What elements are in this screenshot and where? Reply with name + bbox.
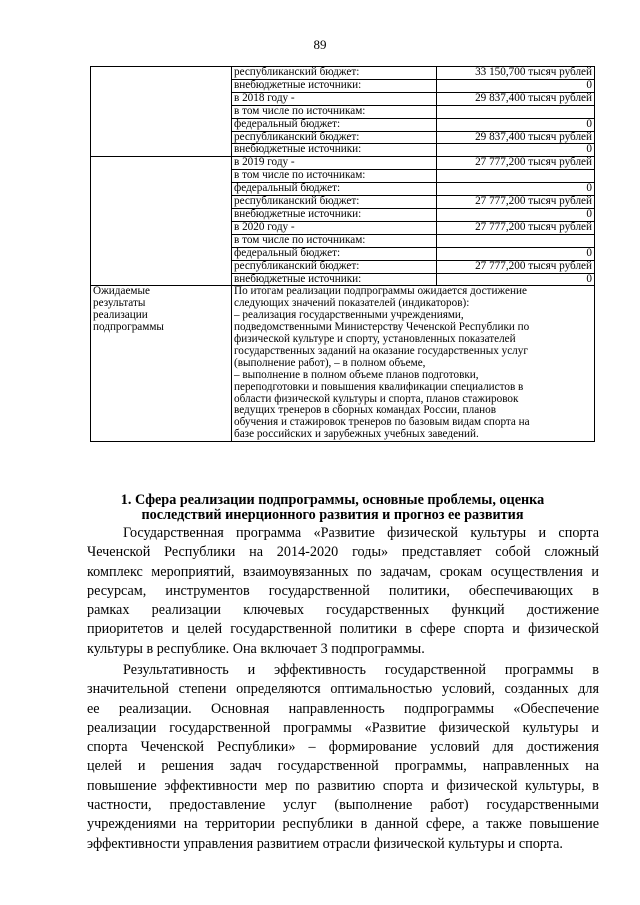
funding-row-value: 27 777,200 тысяч рублей xyxy=(437,196,595,209)
expected-results-text-line: – реализация государственными учреждениями, xyxy=(234,309,464,322)
expected-results-text-line: По итогам реализации подпрограммы ожидается достижение xyxy=(234,285,527,298)
section-heading-line-2: последствий инерционного развития и прогноз ее развития xyxy=(141,507,524,523)
expected-results-text-line: ведущих тренеров в сборных командах России, планов xyxy=(234,404,497,417)
paragraph-line: ресурсам, инструментов государственной политики, обеспечивающих в xyxy=(87,582,599,599)
expected-results-label-line: Ожидаемые xyxy=(93,285,150,298)
paragraph-line: Результативность и эффективность государственной программы в xyxy=(123,662,599,678)
paragraph-program-description xyxy=(87,524,599,659)
paragraph-line: эффективности управления развитием отрасли физической культуры и спорта. xyxy=(87,835,563,852)
section-heading-line-1: 1. Сфера реализации подпрограммы, основные проблемы, оценка xyxy=(120,492,545,508)
funding-row-label: в том числе по источникам: xyxy=(232,105,437,118)
expected-results-text-line: – выполнение в полном объеме планов подготовки, xyxy=(234,368,479,381)
paragraph-line: частности, предоставление услуг (выполнение работ) государственными xyxy=(87,797,599,814)
funding-row-label: республиканский бюджет: xyxy=(232,196,437,209)
paragraph-line: целей и решения задач государственной программы, направленных на xyxy=(87,758,599,775)
expected-results-row xyxy=(91,286,595,442)
funding-row-label: в том числе по источникам: xyxy=(232,170,437,183)
expected-results-label-line: подпрограммы xyxy=(93,321,164,334)
expected-results-text-line: государственных заданий на оказание государственных услуг xyxy=(234,344,528,357)
expected-results-text-line: следующих значений показателей (индикаторов): xyxy=(234,297,470,310)
subprogram-passport-table xyxy=(90,66,595,442)
expected-results-label-line: реализации xyxy=(93,309,148,322)
funding-row-label: республиканский бюджет: xyxy=(232,131,437,144)
funding-row-label: федеральный бюджет: xyxy=(232,183,437,196)
expected-results-label xyxy=(91,286,232,442)
funding-row-label: республиканский бюджет: xyxy=(232,260,437,273)
funding-row-value: 29 837,400 тысяч рублей xyxy=(437,92,595,105)
funding-row-value: 27 777,200 тысяч рублей xyxy=(437,221,595,234)
funding-row-value: 0 xyxy=(437,118,595,131)
paragraph-line: реализации государственной программы «Развитие физической культуры и xyxy=(87,719,599,736)
funding-row-label: внебюджетные источники: xyxy=(232,144,437,157)
funding-row-value: 29 837,400 тысяч рублей xyxy=(437,131,595,144)
paragraph-line: ее реализации. Основная направленность подпрограммы «Обеспечение xyxy=(87,700,599,717)
paragraph-effectiveness xyxy=(87,661,599,854)
funding-row-value xyxy=(437,234,595,247)
paragraph-line: комплекс мероприятий, взаимоувязанных по задачам, срокам осуществления и xyxy=(87,563,599,580)
expected-results-label-line: результаты xyxy=(93,297,146,310)
funding-row-value: 0 xyxy=(437,273,595,286)
passport-table-body xyxy=(91,67,595,442)
funding-row-value: 33 150,700 тысяч рублей xyxy=(437,67,595,80)
funding-row-value: 0 xyxy=(437,247,595,260)
paragraph-line: приоритетов и целей государственной политики в сфере спорта и физической xyxy=(87,621,599,638)
paragraph-line: рамках реализации ключевых государственных функций достижение xyxy=(87,602,599,619)
funding-row-value: 0 xyxy=(437,79,595,92)
section-heading xyxy=(95,493,570,523)
expected-results-text-line: подведомственными Министерству Чеченской Республики по xyxy=(234,321,530,334)
funding-row-value: 0 xyxy=(437,144,595,157)
funding-row-label: в 2018 году - xyxy=(232,92,437,105)
expected-results-text-line: физической культуре и спорту, установленных показателей xyxy=(234,333,516,346)
funding-row-label: республиканский бюджет: xyxy=(232,67,437,80)
funding-row-label: федеральный бюджет: xyxy=(232,118,437,131)
paragraph-line: учреждениями на территории республики в данной сфере, а также повышение xyxy=(87,816,599,833)
paragraph-line: спорта Чеченской Республики» – формирование условий для достижения xyxy=(87,739,599,756)
funding-row xyxy=(91,157,595,170)
funding-row-label: внебюджетные источники: xyxy=(232,79,437,92)
funding-row-value xyxy=(437,105,595,118)
funding-row-value: 27 777,200 тысяч рублей xyxy=(437,260,595,273)
expected-results-text-line: переподготовки и повышения квалификации специалистов в xyxy=(234,380,524,393)
funding-row-label: внебюджетные источники: xyxy=(232,208,437,221)
funding-row-label: федеральный бюджет: xyxy=(232,247,437,260)
funding-row-label: в 2020 году - xyxy=(232,221,437,234)
funding-row-label: внебюджетные источники: xyxy=(232,273,437,286)
paragraph-line: значительной степени определяются оптимальностью условий, созданных для xyxy=(87,681,599,698)
expected-results-text-line: базе российских и зарубежных учебных заведений. xyxy=(234,428,479,441)
funding-label-cell-2017 xyxy=(91,67,232,157)
paragraph-line: Государственная программа «Развитие физической культуры и спорта xyxy=(123,525,599,541)
expected-results-text-line: обучения и стажировок тренеров по базовым видам спорта на xyxy=(234,416,530,429)
expected-results-text-line: (выполнение работ), – в полном объеме, xyxy=(234,356,426,369)
funding-row xyxy=(91,67,595,80)
funding-row-value: 0 xyxy=(437,208,595,221)
expected-results-text-line: области физической культуры и спорта, планов стажировок xyxy=(234,392,519,405)
paragraph-line: культуры в республике. Она включает 3 подпрограммы. xyxy=(87,640,425,657)
funding-label-cell-2019-2020 xyxy=(91,157,232,286)
paragraph-line: Чеченской Республики на 2014-2020 годы» представляет собой сложный xyxy=(87,544,599,561)
expected-results-text xyxy=(232,286,595,442)
funding-row-value: 27 777,200 тысяч рублей xyxy=(437,157,595,170)
funding-row-label: в том числе по источникам: xyxy=(232,234,437,247)
funding-row-value xyxy=(437,170,595,183)
paragraph-line: повышение эффективности мер по развитию спорта и физической культуры, в xyxy=(87,777,599,794)
funding-row-label: в 2019 году - xyxy=(232,157,437,170)
page-number: 89 xyxy=(313,37,327,52)
funding-row-value: 0 xyxy=(437,183,595,196)
